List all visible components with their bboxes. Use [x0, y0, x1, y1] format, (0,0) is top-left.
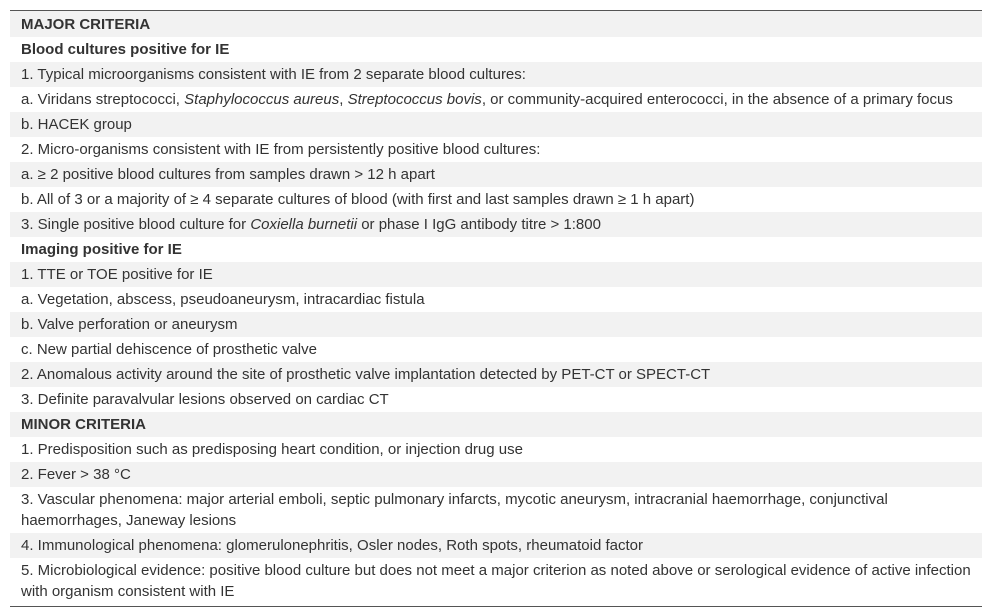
section-heading: Blood cultures positive for IE [10, 37, 982, 62]
criteria-cell [10, 112, 982, 137]
criteria-cell [10, 437, 982, 462]
criteria-cell [10, 212, 982, 237]
criteria-cell [10, 558, 982, 607]
criteria-row [10, 62, 982, 87]
criteria-row [10, 87, 982, 112]
criteria-cell [10, 187, 982, 212]
section-heading-row [10, 237, 982, 262]
criteria-row [10, 212, 982, 237]
criteria-text: 4. Immunological phenomena: glomerulonephritis, Osler nodes, Roth spots, rheumatoid factor [21, 537, 643, 554]
criteria-table [10, 10, 982, 607]
criteria-table-body [10, 11, 982, 607]
criteria-row [10, 462, 982, 487]
section-heading-row [10, 11, 982, 38]
criteria-text: b. HACEK group [21, 116, 132, 133]
section-heading: MINOR CRITERIA [10, 412, 982, 437]
criteria-row [10, 387, 982, 412]
criteria-cell [10, 287, 982, 312]
criteria-text: , [339, 91, 348, 108]
criteria-row [10, 362, 982, 387]
criteria-cell [10, 337, 982, 362]
criteria-text: 3. Single positive blood culture for [21, 216, 251, 233]
criteria-text: c. New partial dehiscence of prosthetic valve [21, 341, 317, 358]
criteria-text: 2. Anomalous activity around the site of prosthetic valve implantation detected by PET-CT or SPECT-CT [21, 366, 711, 383]
section-heading-row [10, 37, 982, 62]
criteria-row [10, 187, 982, 212]
criteria-text: 1. TTE or TOE positive for IE [21, 266, 213, 283]
criteria-text: or phase I IgG antibody titre > 1:800 [357, 216, 601, 233]
criteria-table-container [10, 10, 982, 607]
section-heading-row [10, 412, 982, 437]
criteria-row [10, 112, 982, 137]
criteria-cell [10, 62, 982, 87]
section-heading: Imaging positive for IE [10, 237, 982, 262]
criteria-row [10, 262, 982, 287]
section-heading: MAJOR CRITERIA [10, 11, 982, 38]
criteria-row [10, 437, 982, 462]
criteria-row [10, 533, 982, 558]
organism-name: Coxiella burnetii [250, 216, 358, 233]
criteria-row [10, 312, 982, 337]
criteria-text: 1. Predisposition such as predisposing heart condition, or injection drug use [21, 441, 523, 458]
criteria-row [10, 162, 982, 187]
criteria-text: b. All of 3 or a majority of ≥ 4 separate cultures of blood (with first and last samples drawn ≥ 1 h apart) [21, 191, 695, 208]
criteria-cell [10, 162, 982, 187]
criteria-text: 2. Micro-organisms consistent with IE from persistently positive blood cultures: [21, 141, 541, 158]
criteria-cell [10, 137, 982, 162]
criteria-text: a. Viridans streptococci, [21, 91, 185, 108]
criteria-row [10, 558, 982, 607]
criteria-cell [10, 387, 982, 412]
criteria-row [10, 287, 982, 312]
organism-name: Streptococcus bovis [347, 91, 482, 108]
criteria-cell [10, 87, 982, 112]
organism-name: Staphylococcus aureus [184, 91, 340, 108]
criteria-cell [10, 533, 982, 558]
criteria-text: 1. Typical microorganisms consistent with IE from 2 separate blood cultures: [21, 66, 526, 83]
criteria-cell [10, 487, 982, 533]
criteria-text: 3. Vascular phenomena: major arterial emboli, septic pulmonary infarcts, mycotic aneurysm, intracranial haemorrhage, conjunctival haemorrhages, Janeway lesions [21, 491, 888, 529]
criteria-row [10, 337, 982, 362]
criteria-cell [10, 312, 982, 337]
criteria-row [10, 487, 982, 533]
criteria-text: 3. Definite paravalvular lesions observed on cardiac CT [21, 391, 389, 408]
criteria-text: b. Valve perforation or aneurysm [21, 316, 238, 333]
criteria-text: , or community-acquired enterococci, in the absence of a primary focus [481, 91, 953, 108]
criteria-text: a. ≥ 2 positive blood cultures from samples drawn > 12 h apart [21, 166, 435, 183]
criteria-row [10, 137, 982, 162]
criteria-text: 2. Fever > 38 °C [21, 466, 131, 483]
criteria-cell [10, 262, 982, 287]
criteria-cell [10, 462, 982, 487]
criteria-cell [10, 362, 982, 387]
criteria-text: a. Vegetation, abscess, pseudoaneurysm, intracardiac fistula [21, 291, 425, 308]
criteria-text: 5. Microbiological evidence: positive blood culture but does not meet a major criterion as noted above or serological evidence of active infection with organism consistent with IE [21, 562, 971, 600]
